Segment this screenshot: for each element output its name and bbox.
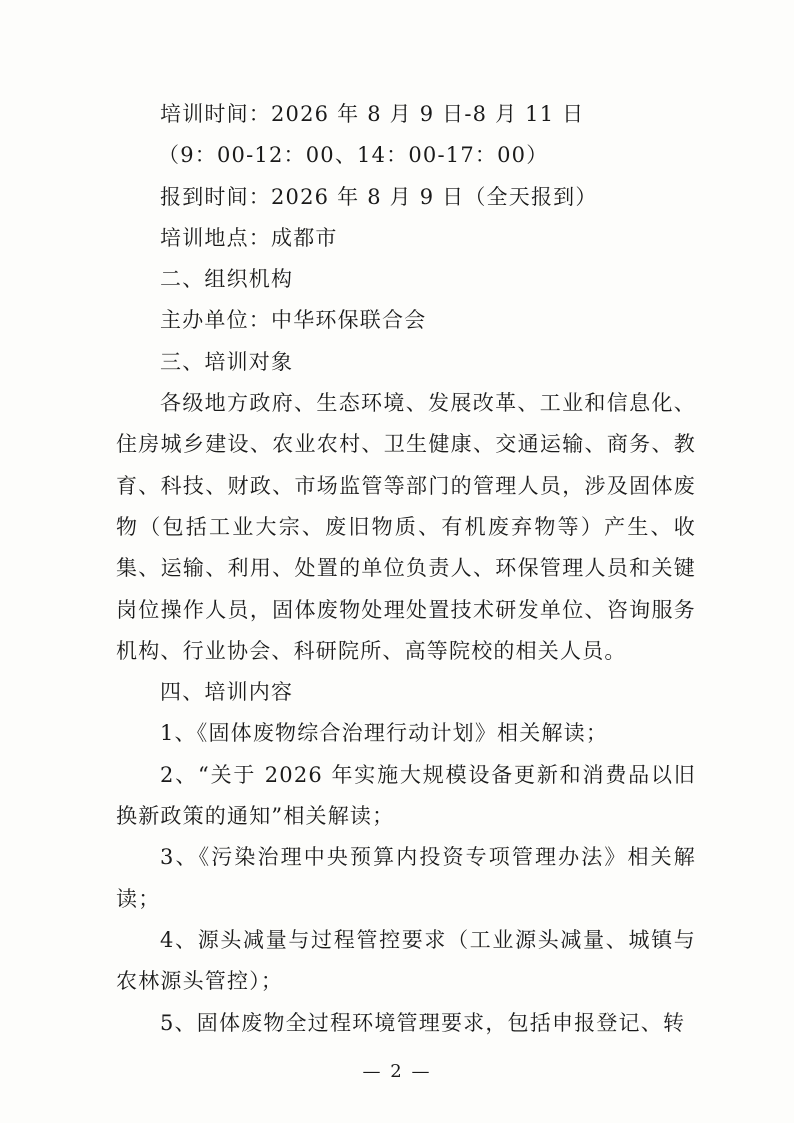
- targets-paragraph: 各级地方政府、生态环境、发展改革、工业和信息化、住房城乡建设、农业农村、卫生健康、交通运输、商务、教育、科技、财政、市场监管等部门的管理人员，涉及固体废物（包括工业大宗、废旧物质、有机废弃物等）产生、收集、运输、利用、处置的单位负责人、环保管理人员和关键岗位操作人员，固体废物处理处置技术研发单位、咨询服务机构、行业协会、科研院所、高等院校的相关人员。: [116, 391, 696, 663]
- content-item-5: 5、固体废物全过程环境管理要求，包括申报登记、转: [160, 1010, 686, 1035]
- training-location-line: 培训地点：成都市: [160, 225, 338, 250]
- registration-time-line: 报到时间：2026 年 8 月 9 日（全天报到）: [160, 184, 598, 209]
- section-heading-content: 四、培训内容: [160, 680, 294, 705]
- section-heading-targets: 三、培训对象: [160, 349, 294, 374]
- content-item-2: 2、“关于 2026 年实施大规模设备更新和消费品以旧换新政策的通知”相关解读；: [116, 762, 696, 829]
- document-body: [116, 94, 696, 1044]
- content-item-1: 1、《固体废物综合治理行动计划》相关解读；: [160, 721, 609, 746]
- training-hours-line: （9：00-12：00、14：00-17：00）: [158, 143, 549, 168]
- section-heading-organization: 二、组织机构: [160, 267, 294, 292]
- page-number: — 2 —: [362, 1061, 432, 1082]
- training-time-line: 培训时间：2026 年 8 月 9 日-8 月 11 日: [160, 102, 585, 126]
- organizer-line: 主办单位：中华环保联合会: [160, 308, 427, 333]
- content-item-4: 4、源头减量与过程管控要求（工业源头减量、城镇与农林源头管控）；: [116, 927, 696, 994]
- content-item-3: 3、《污染治理中央预算内投资专项管理办法》相关解读；: [116, 845, 696, 911]
